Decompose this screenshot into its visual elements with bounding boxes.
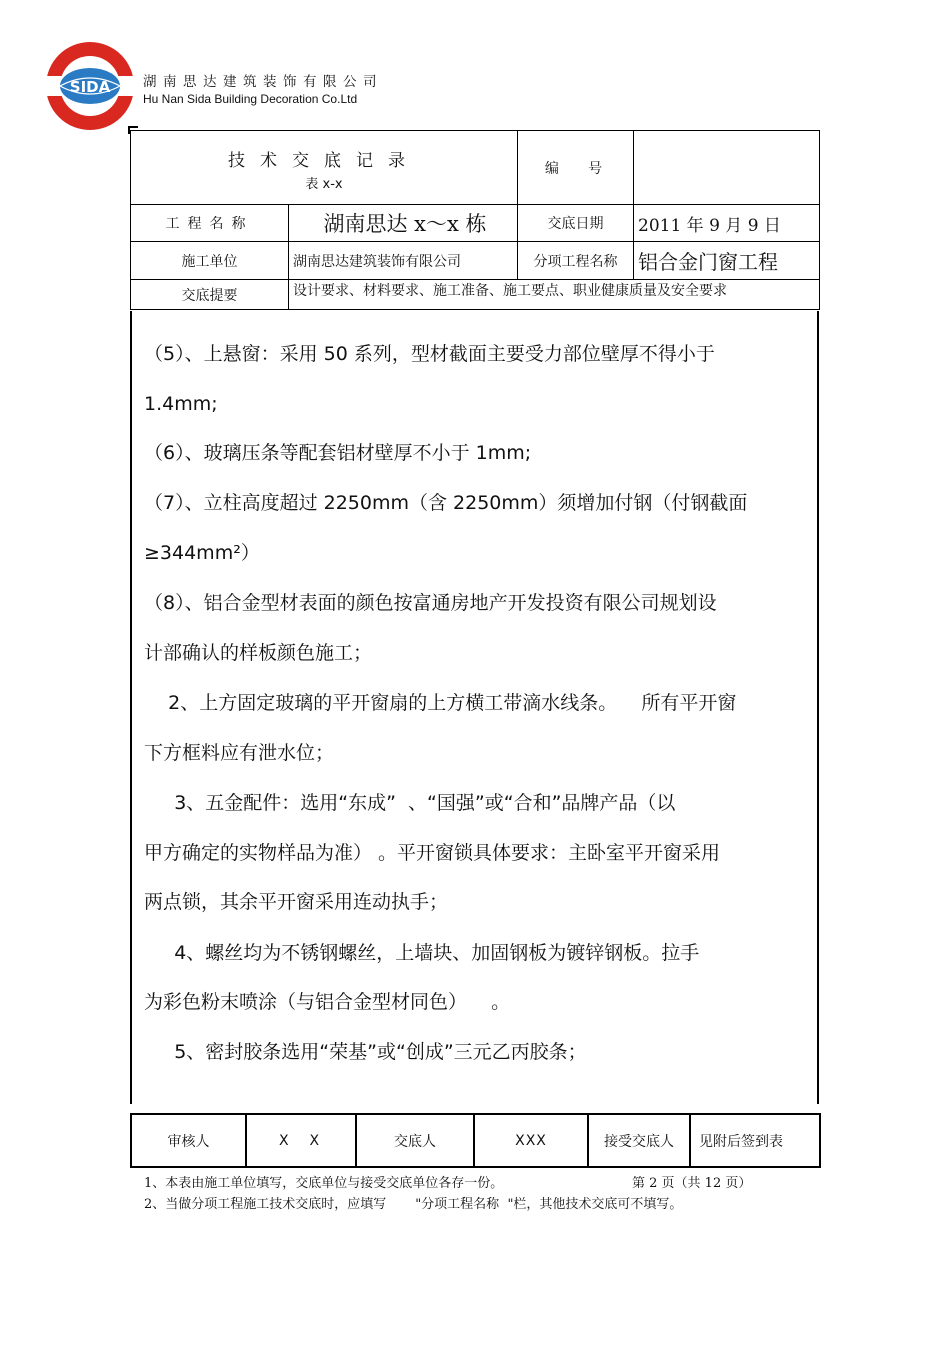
body-line: 甲方确定的实物样品为准） 。平开窗锁具体要求：主卧室平开窗采用 bbox=[144, 842, 721, 864]
body-line: （5）、上悬窗：采用 50 系列，型材截面主要受力部位壁厚不得小于 bbox=[144, 343, 715, 365]
unit-label: 施工单位 bbox=[131, 242, 289, 280]
body-line: 计部确认的样板颜色施工； bbox=[144, 642, 373, 664]
form-code: 表 x-x bbox=[305, 176, 343, 192]
summary-label: 交底提要 bbox=[131, 280, 289, 310]
receiver-value[interactable]: 见附后签到表 bbox=[690, 1114, 820, 1167]
number-value[interactable] bbox=[634, 131, 820, 205]
body-line: 4、螺丝均为不锈钢螺丝，上墙块、加固钢板为镀锌钢板。拉手 bbox=[144, 942, 700, 964]
body-line: 2、上方固定玻璃的平开窗扇的上方横工带滴水线条。 所有平开窗 bbox=[144, 692, 737, 714]
reviewer-label: 审核人 bbox=[131, 1114, 246, 1167]
project-name-value[interactable]: 湖南思达 x～x 栋 bbox=[289, 205, 518, 242]
company-name-en: Hu Nan Sida Building Decoration Co.Ltd bbox=[143, 92, 358, 106]
number-label: 编 号 bbox=[518, 131, 634, 205]
reviewer-value[interactable]: X X bbox=[246, 1114, 356, 1167]
body-line: 两点锁，其余平开窗采用连动执手； bbox=[144, 891, 449, 913]
title-cell bbox=[131, 131, 518, 205]
unit-value[interactable]: 湖南思达建筑装饰有限公司 bbox=[289, 242, 518, 280]
date-label: 交底日期 bbox=[518, 205, 634, 242]
sub-project-value[interactable]: 铝合金门窗工程 bbox=[634, 242, 820, 280]
discloser-value[interactable]: XXX bbox=[474, 1114, 588, 1167]
header-table bbox=[130, 130, 820, 310]
sub-project-label: 分项工程名称 bbox=[518, 242, 634, 280]
summary-value[interactable]: 设计要求、材料要求、施工准备、施工要点、职业健康质量及安全要求 bbox=[289, 280, 820, 310]
date-value[interactable]: 2011 年 9 月 9 日 bbox=[634, 205, 820, 242]
body-line: 下方框料应有泄水位； bbox=[144, 742, 335, 764]
body-line: ≥344mm²） bbox=[144, 542, 260, 564]
company-logo bbox=[44, 40, 136, 132]
body-line: 1.4mm; bbox=[144, 393, 218, 415]
body-line: 3、五金配件：选用“东成” 、“国强”或“合和”品牌产品（以 bbox=[144, 792, 676, 814]
body-line: （6）、玻璃压条等配套铝材壁厚不小于 1mm; bbox=[144, 442, 532, 464]
logo-text: SIDA bbox=[69, 78, 111, 96]
discloser-label: 交底人 bbox=[356, 1114, 474, 1167]
note-1: 1、本表由施工单位填写，交底单位与接受交底单位各存一份。 bbox=[144, 1176, 504, 1191]
page-title: 技术交底记录 bbox=[228, 150, 420, 171]
project-name-label: 工程名称 bbox=[131, 205, 289, 242]
page-number: 第 2 页（共 12 页） bbox=[632, 1176, 752, 1191]
company-name-cn: 湖南思达建筑装饰有限公司 bbox=[143, 74, 383, 90]
body-line: 5、密封胶条选用“荣基”或“创成”三元乙丙胶条； bbox=[144, 1041, 587, 1063]
receiver-label: 接受交底人 bbox=[588, 1114, 690, 1167]
body-line: （7）、立柱高度超过 2250mm（含 2250mm）须增加付钢（付钢截面 bbox=[144, 492, 748, 514]
note-2: 2、当做分项工程施工技术交底时，应填写 "分项工程名称 "栏，其他技术交底可不填写。 bbox=[144, 1197, 683, 1212]
signature-table bbox=[130, 1113, 821, 1168]
body-line: 为彩色粉末喷涂（与铝合金型材同色） 。 bbox=[144, 991, 511, 1013]
body-line: （8）、铝合金型材表面的颜色按富通房地产开发投资有限公司规划设 bbox=[144, 592, 717, 614]
